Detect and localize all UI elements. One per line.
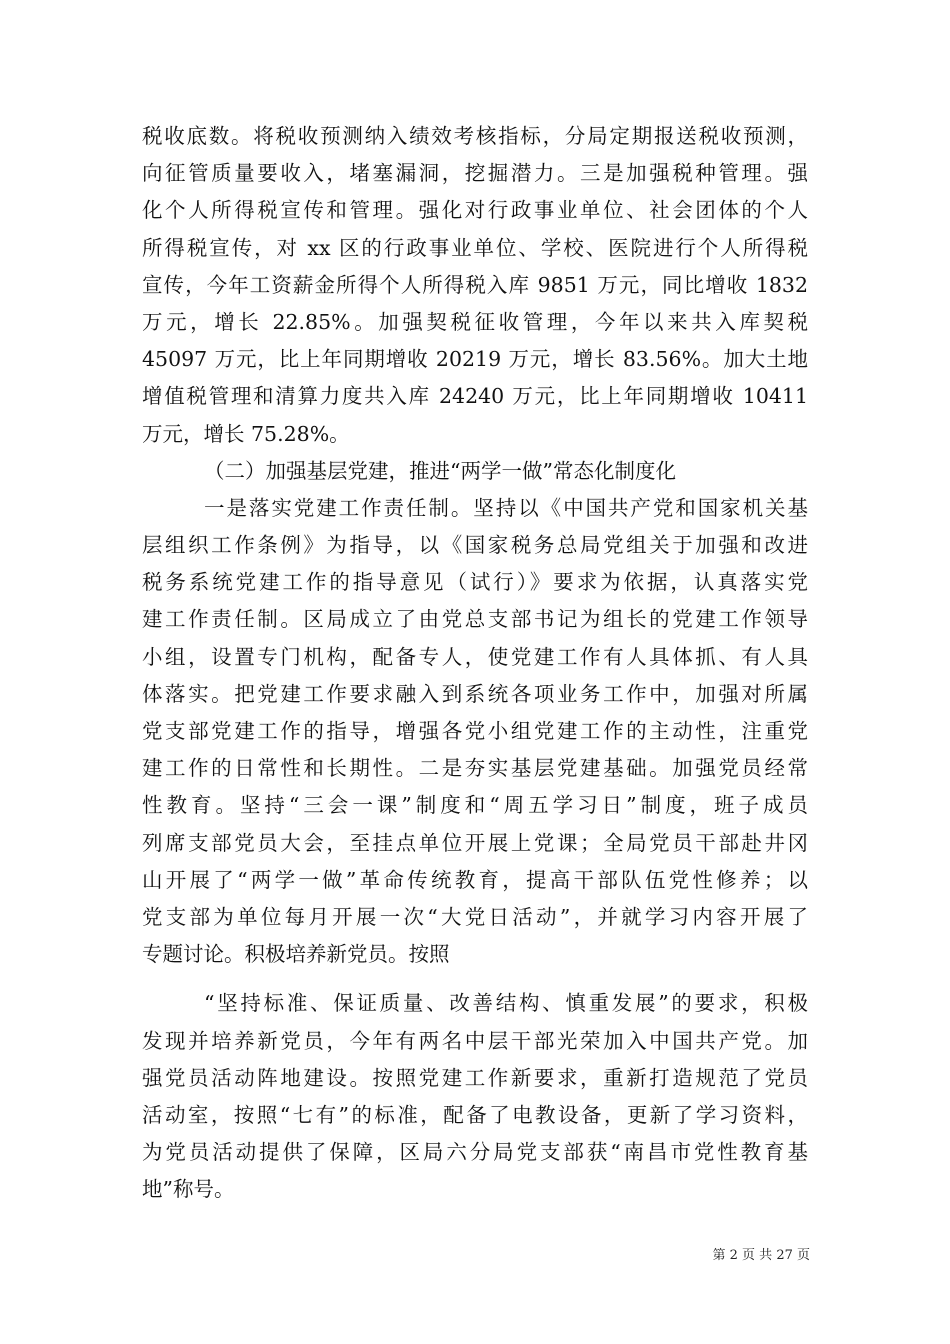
text-line: 地”称号。 (142, 1177, 235, 1202)
text-line: 45097 万元，比上年同期增收 20219 万元，增长 83.56%。加大土地 (142, 347, 808, 372)
text-line: 万元，增长 22.85%。加强契税征收管理，今年以来共入库契税 (142, 309, 808, 334)
text-line: 万元，增长 75.28%。 (142, 421, 350, 446)
text-line: 山开展了“两学一做”革命传统教育，提高干部队伍党性修养；以 (142, 867, 808, 892)
text-line: 税务系统党建工作的指导意见（试行）》要求为依据，认真落实党 (142, 570, 808, 595)
text-line: 所得税宣传，对 xx 区的行政事业单位、学校、医院进行个人所得税 (142, 235, 808, 260)
text-line: 性教育。坚持“三会一课”制度和“周五学习日”制度，班子成员 (142, 793, 808, 818)
text-line: 党支部为单位每月开展一次“大党日活动”，并就学习内容开展了 (142, 904, 808, 929)
text-line: 活动室，按照“七有”的标准，配备了电教设备，更新了学习资料， (142, 1102, 808, 1127)
text-line: 体落实。把党建工作要求融入到系统各项业务工作中，加强对所属 (142, 681, 808, 706)
text-line: 一是落实党建工作责任制。坚持以《中国共产党和国家机关基 (204, 495, 808, 520)
text-line: 向征管质量要收入，堵塞漏洞，挖掘潜力。三是加强税种管理。强 (142, 161, 808, 186)
text-line: 为党员活动提供了保障，区局六分局党支部获“南昌市党性教育基 (142, 1140, 808, 1165)
section-heading: （二）加强基层党建，推进“两学一做”常态化制度化 (204, 458, 676, 483)
text-line: 税收底数。将税收预测纳入绩效考核指标，分局定期报送税收预测， (142, 124, 808, 148)
text-line: 增值税管理和清算力度共入库 24240 万元，比上年同期增收 10411 (142, 384, 808, 409)
text-line: 层组织工作条例》为指导，以《国家税务总局党组关于加强和改进 (142, 533, 808, 558)
text-line: 小组，设置专门机构，配备专人，使党建工作有人具体抓、有人具 (142, 644, 808, 669)
text-line: 强党员活动阵地建设。按照党建工作新要求，重新打造规范了党员 (142, 1065, 808, 1090)
text-line: 宣传，今年工资薪金所得个人所得税入库 9851 万元，同比增收 1832 (142, 272, 808, 297)
text-line: 党支部党建工作的指导，增强各党小组党建工作的主动性，注重党 (142, 719, 808, 743)
paragraph-gap (142, 973, 808, 985)
text-line: “坚持标准、保证质量、改善结构、慎重发展”的要求，积极 (204, 991, 808, 1016)
text-line: 发现并培养新党员，今年有两名中层干部光荣加入中国共产党。加 (142, 1028, 808, 1053)
text-line: 列席支部党员大会，至挂点单位开展上党课；全局党员干部赴井冈 (142, 830, 808, 855)
text-line: 化个人所得税宣传和管理。强化对行政事业单位、社会团体的个人 (142, 198, 808, 223)
text-line: 建工作的日常性和长期性。二是夯实基层党建基础。加强党员经常 (142, 756, 808, 781)
text-line: 建工作责任制。区局成立了由党总支部书记为组长的党建工作领导 (142, 607, 808, 632)
body-text (142, 118, 808, 1208)
text-line: 专题讨论。积极培养新党员。按照 (142, 942, 450, 967)
page-number-footer: 第 2 页 共 27 页 (712, 1248, 810, 1263)
